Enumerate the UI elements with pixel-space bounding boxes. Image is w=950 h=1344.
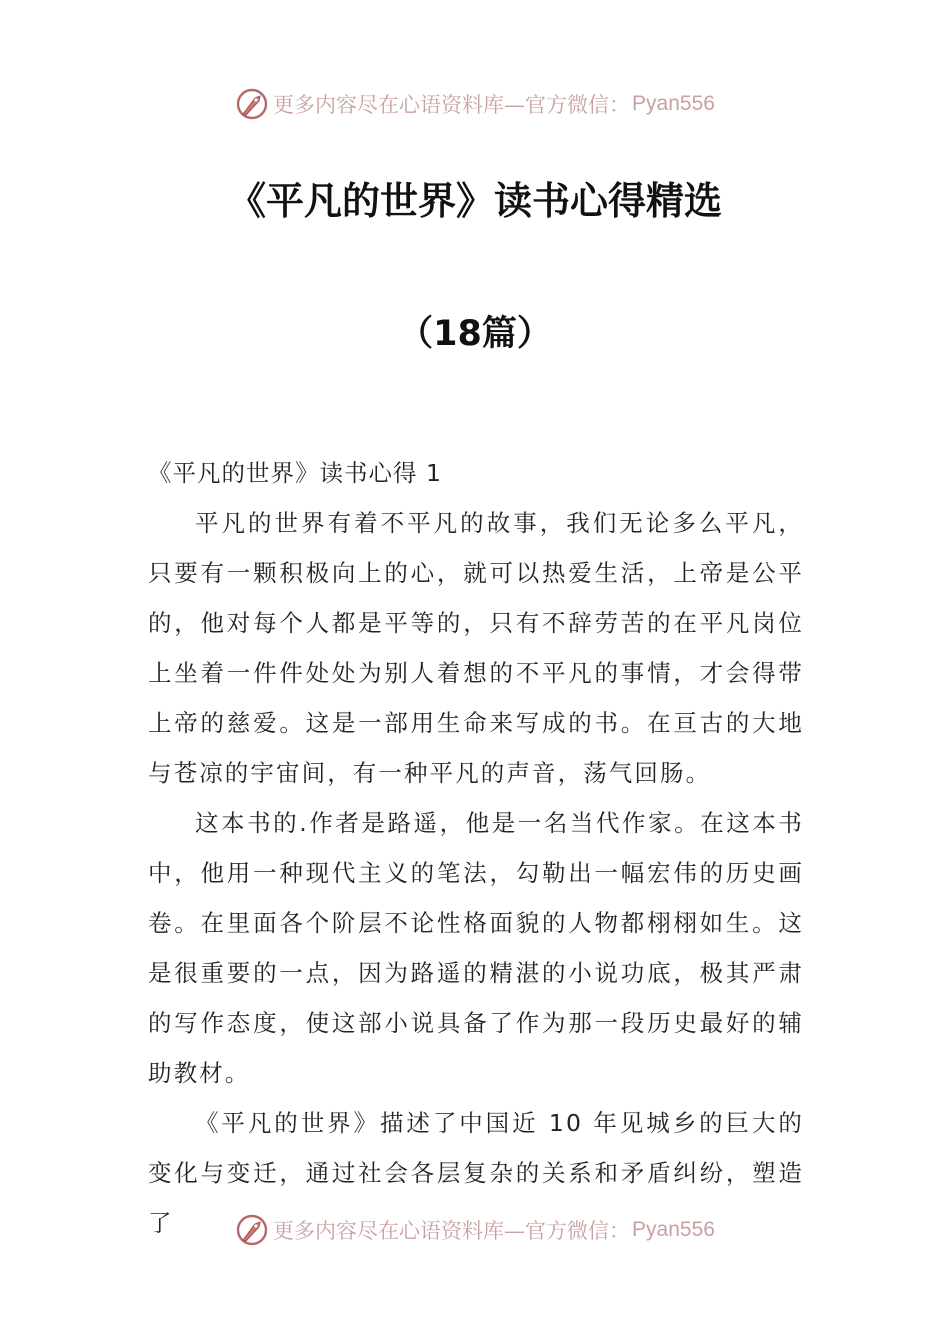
paragraph: 平凡的世界有着不平凡的故事，我们无论多么平凡，只要有一颗积极向上的心，就可以热爱生活，上帝是公平的，他对每个人都是平等的，只有不辞劳苦的在平凡岗位上坐着一件件处处为别人着想的不平凡的事情，才会得带上帝的慈爱。这是一部用生命来写成的书。在亘古的大地与苍凉的宇宙间，有一种平凡的声音，荡气回肠。 — [148, 509, 804, 787]
section-heading: 《平凡的世界》读书心得 1 — [148, 459, 442, 487]
banner-text: 更多内容尽在心语资料库—官方微信： — [273, 93, 631, 117]
pen-nib-icon — [235, 87, 269, 121]
document-subtitle: （18篇） — [398, 314, 552, 354]
banner-text: 更多内容尽在心语资料库—官方微信： — [273, 1219, 631, 1243]
paragraph: 《平凡的世界》描述了中国近 10 年见城乡的巨大的变化与变迁，通过社会各层复杂的关系和矛盾纠纷，塑造了 — [148, 1109, 804, 1237]
pen-nib-icon — [235, 1213, 269, 1247]
document-title: 《平凡的世界》读书心得精选 — [227, 179, 722, 223]
document-body — [148, 448, 804, 1248]
footer-banner — [0, 1210, 950, 1250]
wechat-id: Pyan556 — [632, 1218, 715, 1241]
header-banner — [0, 84, 950, 124]
wechat-id: Pyan556 — [632, 92, 715, 115]
paragraph: 这本书的.作者是路遥，他是一名当代作家。在这本书中，他用一种现代主义的笔法，勾勒出一幅宏伟的历史画卷。在里面各个阶层不论性格面貌的人物都栩栩如生。这是很重要的一点，因为路遥的精湛的小说功底，极其严肃的写作态度，使这部小说具备了作为那一段历史最好的辅助教材。 — [148, 809, 804, 1087]
